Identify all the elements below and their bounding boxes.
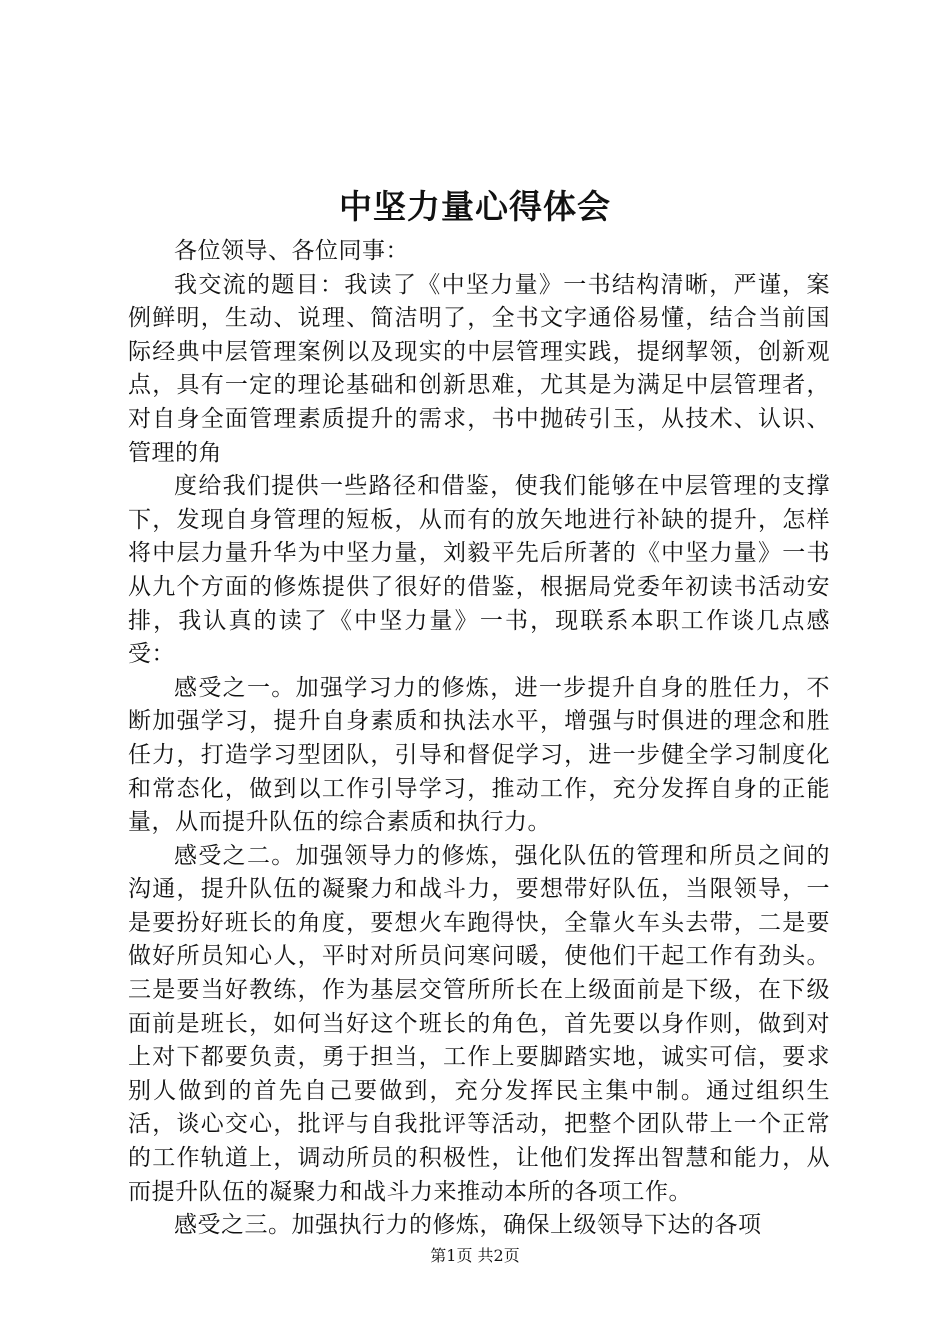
body-paragraph: 感受之三。加强执行力的修炼，确保上级领导下达的各项 [174, 1212, 762, 1239]
body-paragraph: 感受之二。加强领导力的修炼，强化队伍的管理和所员之间的沟通，提升队伍的凝聚力和战斗力，要想带好队伍，当限领导，一是要扮好班长的角度，要想火车跑得快，全靠火车头去带，二是要做好所员知心人，平时对所员问寒问暖，使他们干起工作有劲头。三是要当好教练，作为基层交管所所长在上级面前是下级，在下级面前是班长，如何当好这个班长的角色，首先要以身作则，做到对上对下都要负责，勇于担当，工作上要脚踏实地，诚实可信，要求别人做到的首先自己要做到，充分发挥民主集中制。通过组织生活，谈心交心，批评与自我批评等活动，把整个团队带上一个正常的工作轨道上，调动所员的积极性，让他们发挥出智慧和能力，从而提升队伍的凝聚力和战斗力来推动本所的各项工作。 [128, 842, 830, 1205]
body-paragraph: 感受之一。加强学习力的修炼，进一步提升自身的胜任力，不断加强学习，提升自身素质和执法水平，增强与时俱进的理念和胜任力，打造学习型团队，引导和督促学习，进一步健全学习制度化和常态化，做到以工作引导学习，推动工作，充分发挥自身的正能量，从而提升队伍的综合素质和执行力。 [128, 674, 830, 836]
page-number-footer: 第1页 共2页 [430, 1246, 520, 1265]
body-paragraph: 度给我们提供一些路径和借鉴，使我们能够在中层管理的支撑下，发现自身管理的短板，从而有的放矢地进行补缺的提升，怎样将中层力量升华为中坚力量，刘毅平先后所著的《中坚力量》一书从九个方面的修炼提供了很好的借鉴，根据局党委年初读书活动安排，我认真的读了《中坚力量》一书，现联系本职工作谈几点感受： [128, 473, 830, 668]
document-body [128, 235, 830, 1243]
body-paragraph: 我交流的题目：我读了《中坚力量》一书结构清晰，严谨，案例鲜明，生动、说理、简洁明了，全书文字通俗易懂，结合当前国际经典中层管理案例以及现实的中层管理实践，提纲挈领，创新观点，具有一定的理论基础和创新思难，尤其是为满足中层管理者，对自身全面管理素质提升的需求，书中抛砖引玉，从技术、认识、管理的角 [128, 271, 830, 466]
document-title: 中坚力量心得体会 [339, 187, 611, 226]
salutation-paragraph: 各位领导、各位同事： [174, 238, 409, 264]
